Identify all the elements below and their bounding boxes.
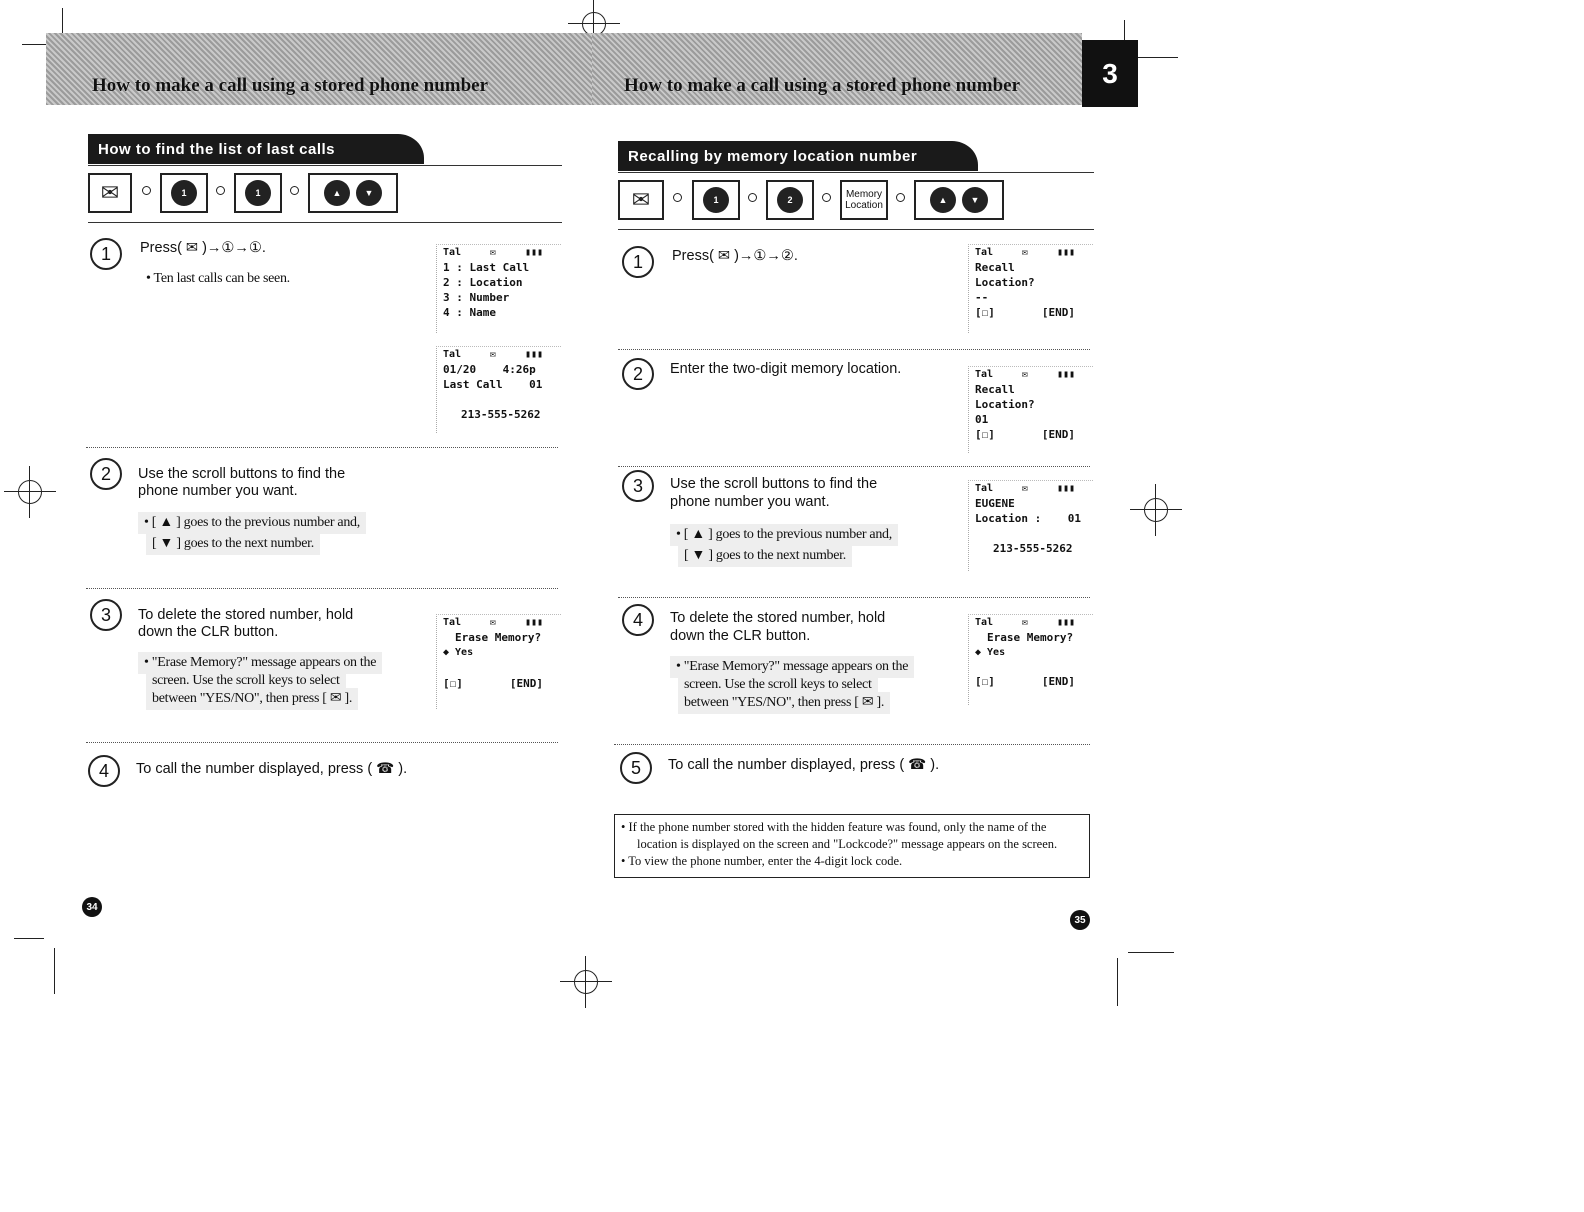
phone-screen-erase: Tal ✉ ▮▮▮ Erase Memory? ◆ Yes [☐] [END] xyxy=(436,614,561,709)
step-bullet: • [ ▲ ] goes to the previous number and, xyxy=(670,524,898,546)
step-bullet: screen. Use the scroll keys to select xyxy=(146,670,346,692)
crop-mark xyxy=(1117,958,1118,1006)
step-divider xyxy=(618,466,1090,467)
step-number: 2 xyxy=(90,458,122,490)
step-divider xyxy=(614,744,1090,745)
sequence-dot xyxy=(822,193,831,202)
chapter-number: 3 xyxy=(1082,40,1138,107)
step-divider xyxy=(86,588,558,589)
scroll-down-icon: ▼ xyxy=(356,180,382,206)
step-divider xyxy=(86,447,558,448)
step-bullet: [ ▼ ] goes to the next number. xyxy=(678,545,852,567)
phone-screen-menu: Tal ✉ ▮▮▮ 1 : Last Call 2 : Location 3 : Number 4 : Name xyxy=(436,244,561,333)
note-line: location is displayed on the screen and "Lockcode?" message appears on the screen. xyxy=(637,837,1058,851)
step-bullet: • Ten last calls can be seen. xyxy=(146,271,290,286)
menu-key xyxy=(618,180,664,220)
crop-mark xyxy=(14,938,44,939)
page-number-left: 34 xyxy=(82,897,102,917)
left-header-title: How to make a call using a stored phone number xyxy=(92,75,489,96)
step-bullet: • "Erase Memory?" message appears on the xyxy=(138,652,382,674)
scroll-keys xyxy=(914,180,1004,220)
phone-screen-last-call: Tal ✉ ▮▮▮ 01/20 4:26p Last Call 01 213-555-5262 xyxy=(436,346,561,433)
registration-mark xyxy=(10,472,50,512)
registration-mark xyxy=(566,962,606,1002)
sequence-dot xyxy=(748,193,757,202)
key-1-icon: 1 xyxy=(703,187,729,213)
step-bullet: between "YES/NO", then press [ ✉ ]. xyxy=(146,688,358,710)
step-divider xyxy=(618,597,1090,598)
right-header-title: How to make a call using a stored phone number xyxy=(624,75,1021,96)
sequence-dot xyxy=(896,193,905,202)
scroll-down-icon: ▼ xyxy=(962,187,988,213)
step-number: 3 xyxy=(622,470,654,502)
sequence-dot xyxy=(142,186,151,195)
step-text: To call the number displayed, press ( ☎ ). xyxy=(136,761,408,777)
step-text: Use the scroll buttons to find the xyxy=(138,466,346,482)
step-number: 2 xyxy=(622,358,654,390)
step-text: down the CLR button. xyxy=(670,628,811,644)
section-rule xyxy=(88,222,562,223)
scroll-up-icon: ▲ xyxy=(324,180,350,206)
note-line: • To view the phone number, enter the 4-digit lock code. xyxy=(621,854,903,868)
step-bullet: • "Erase Memory?" message appears on the xyxy=(670,656,914,678)
key-1-icon: 1 xyxy=(245,180,271,206)
step-text: down the CLR button. xyxy=(138,624,279,640)
step-text: To delete the stored number, hold xyxy=(670,610,886,626)
phone-screen-recall-01: Tal ✉ ▮▮▮ Recall Location? 01 [☐] [END] xyxy=(968,366,1093,453)
sequence-dot xyxy=(673,193,682,202)
step-text: Press( ✉ )→①→①. xyxy=(140,240,266,256)
menu-key xyxy=(88,173,132,213)
key-2-icon: 2 xyxy=(777,187,803,213)
step-text: Use the scroll buttons to find the xyxy=(670,476,878,492)
left-section-tab: How to find the list of last calls xyxy=(88,134,424,164)
phone-screen-recall-empty: Tal ✉ ▮▮▮ Recall Location? -- [☐] [END] xyxy=(968,244,1093,333)
step-text: To delete the stored number, hold xyxy=(138,607,354,623)
section-rule xyxy=(88,165,562,166)
scroll-up-icon: ▲ xyxy=(930,187,956,213)
note-line: • If the phone number stored with the hidden feature was found, only the name of the xyxy=(621,820,1047,834)
step-bullet: [ ▼ ] goes to the next number. xyxy=(146,533,320,555)
right-section-tab: Recalling by memory location number xyxy=(618,141,978,171)
step-number: 1 xyxy=(622,246,654,278)
crop-mark xyxy=(54,948,55,994)
step-number: 5 xyxy=(620,752,652,784)
step-number: 3 xyxy=(90,599,122,631)
one-key xyxy=(234,173,282,213)
step-text: phone number you want. xyxy=(138,483,298,499)
memory-location-key: Memory Location xyxy=(840,180,888,220)
section-rule xyxy=(618,229,1094,230)
section-rule xyxy=(618,172,1094,173)
step-text: phone number you want. xyxy=(670,494,830,510)
step-divider xyxy=(618,349,1090,350)
page-number-right: 35 xyxy=(1070,910,1090,930)
sequence-dot xyxy=(290,186,299,195)
phone-screen-erase: Tal ✉ ▮▮▮ Erase Memory? ◆ Yes [☐] [END] xyxy=(968,614,1093,705)
step-text: Enter the two-digit memory location. xyxy=(670,361,902,377)
scroll-keys xyxy=(308,173,398,213)
one-key xyxy=(692,180,740,220)
envelope-icon: ✉ xyxy=(100,180,120,205)
step-text: To call the number displayed, press ( ☎ ). xyxy=(668,757,940,773)
step-bullet: • [ ▲ ] goes to the previous number and, xyxy=(138,512,366,534)
crop-mark xyxy=(1128,952,1174,953)
envelope-icon: ✉ xyxy=(631,187,651,212)
step-number: 4 xyxy=(88,755,120,787)
step-bullet: between "YES/NO", then press [ ✉ ]. xyxy=(678,692,890,714)
step-divider xyxy=(86,742,558,743)
note-box xyxy=(614,814,1090,878)
registration-mark xyxy=(1136,490,1176,530)
step-text: Press( ✉ )→①→②. xyxy=(672,248,798,264)
one-key xyxy=(160,173,208,213)
two-key xyxy=(766,180,814,220)
phone-screen-eugene: Tal ✉ ▮▮▮ EUGENE Location : 01 213-555-5262 xyxy=(968,480,1093,571)
step-number: 4 xyxy=(622,604,654,636)
key-1-icon: 1 xyxy=(171,180,197,206)
step-number: 1 xyxy=(90,238,122,270)
step-bullet: screen. Use the scroll keys to select xyxy=(678,674,878,696)
sequence-dot xyxy=(216,186,225,195)
